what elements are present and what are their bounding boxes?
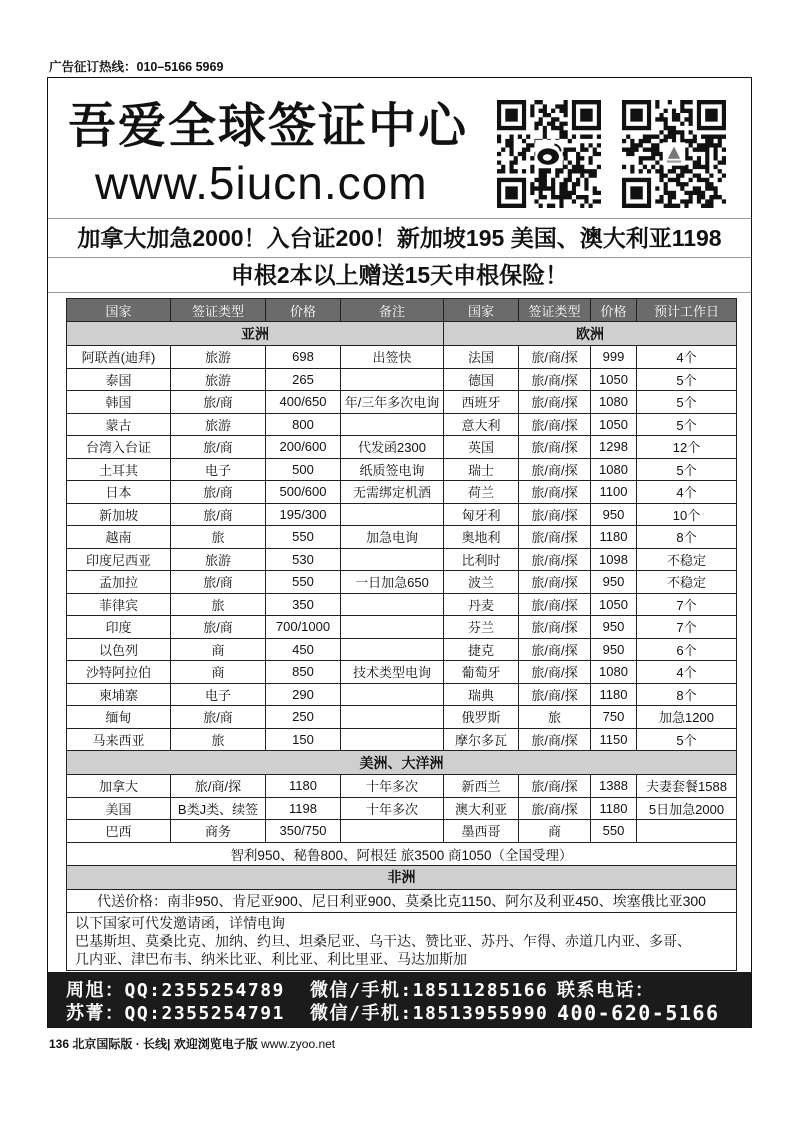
europe-country: 德国 [444,368,519,391]
asia-price: 850 [266,661,341,684]
asia-visa-type: 旅/商 [171,616,266,639]
section-asia-europe [67,322,737,346]
divider [48,218,751,219]
visa-row [67,593,737,616]
europe-price: 1050 [591,413,637,436]
edition-name: 北京国际版 · 长线| [72,1037,171,1051]
weibo-qr-code [497,100,601,208]
visa-row [67,638,737,661]
europe-country: 捷克 [444,638,519,661]
europe-visa-type: 旅 [519,706,591,729]
europe-visa-type: 旅/商/探 [519,391,591,414]
header-visa-type: 签证类型 [519,299,591,322]
ad-hotline: 广告征订热线：010–5166 5969 [49,60,224,74]
europe-price: 1100 [591,481,637,504]
visa-price-table [66,298,737,971]
americas-price: 1198 [266,797,341,820]
europe-country: 丹麦 [444,593,519,616]
africa-invite-block [67,912,737,970]
europe-price: 1150 [591,728,637,751]
south-america-note-row [67,842,737,865]
contact-name: 苏菁： [66,1003,125,1024]
contact-qq [66,980,285,1002]
asia-visa-type: 旅/商 [171,391,266,414]
asia-note: 无需绑定机酒 [341,481,444,504]
asia-visa-type: 旅/商 [171,436,266,459]
asia-country: 韩国 [67,391,171,414]
europe-price: 950 [591,571,637,594]
europe-workdays: 4个 [637,346,737,369]
europe-price: 1050 [591,593,637,616]
header-country: 国家 [444,299,519,322]
section-title-americas: 美洲、大洋洲 [67,751,737,775]
visa-row [67,728,737,751]
header-visa-type: 签证类型 [171,299,266,322]
africa-price-row [67,889,737,912]
asia-country: 泰国 [67,368,171,391]
asia-price: 350 [266,593,341,616]
asia-visa-type: 电子 [171,458,266,481]
visa-row [67,436,737,459]
europe-workdays: 8个 [637,683,737,706]
weibo-icon [535,140,562,169]
europe-visa-type: 旅/商/探 [519,458,591,481]
phone-label: 联系电话： [557,980,655,1001]
asia-visa-type: 旅游 [171,346,266,369]
asia-note [341,706,444,729]
americas-country: 巴西 [67,820,171,843]
europe-country: 意大利 [444,413,519,436]
contact-qq [66,1003,285,1025]
asia-country: 柬埔寨 [67,683,171,706]
africa-invite-row [67,912,737,970]
asia-note: 纸质签电询 [341,458,444,481]
europe-workdays: 不稳定 [637,548,737,571]
invite-intro: 以下国家可代发邀请函，详情电询 [75,915,285,931]
europe-visa-type: 旅/商/探 [519,683,591,706]
europe-visa-type: 旅/商/探 [519,661,591,684]
oceania-remark: 夫妻套餐1588 [637,775,737,798]
asia-price: 698 [266,346,341,369]
europe-price: 1080 [591,391,637,414]
contact-bar [48,972,751,1027]
asia-country: 日本 [67,481,171,504]
europe-price: 999 [591,346,637,369]
edition-site: www.zyoo.net [261,1037,336,1051]
europe-workdays: 不稳定 [637,571,737,594]
visa-row [67,820,737,843]
oceania-price: 550 [591,820,637,843]
europe-workdays: 4个 [637,481,737,504]
europe-visa-type: 旅/商/探 [519,481,591,504]
europe-workdays: 5个 [637,458,737,481]
asia-note: 加急电询 [341,526,444,549]
europe-workdays: 10个 [637,503,737,526]
asia-visa-type: 电子 [171,683,266,706]
asia-visa-type: 旅游 [171,413,266,436]
qq-number: QQ:2355254789 [124,980,285,1001]
asia-price: 700/1000 [266,616,341,639]
wechat-qr-code [622,100,726,208]
visa-row [67,413,737,436]
americas-visa-type: B类J类、续签 [171,797,266,820]
visa-ad-frame [47,77,752,1028]
visa-row [67,481,737,504]
europe-country: 奥地利 [444,526,519,549]
europe-workdays: 8个 [637,526,737,549]
europe-workdays: 7个 [637,616,737,639]
table-header-row [67,299,737,322]
edition-promo: 欢迎浏览电子版 [173,1037,258,1051]
europe-country: 比利时 [444,548,519,571]
europe-country: 英国 [444,436,519,459]
asia-price: 250 [266,706,341,729]
americas-price: 350/750 [266,820,341,843]
asia-note [341,683,444,706]
asia-country: 缅甸 [67,706,171,729]
europe-workdays: 5个 [637,391,737,414]
europe-visa-type: 旅/商/探 [519,728,591,751]
asia-country: 阿联酋(迪拜) [67,346,171,369]
asia-price: 195/300 [266,503,341,526]
europe-visa-type: 旅/商/探 [519,413,591,436]
asia-note [341,638,444,661]
asia-price: 200/600 [266,436,341,459]
asia-note [341,616,444,639]
asia-note: 年/三年多次电询 [341,391,444,414]
oceania-country: 新西兰 [444,775,519,798]
europe-visa-type: 旅/商/探 [519,346,591,369]
asia-country: 沙特阿拉伯 [67,661,171,684]
europe-country: 芬兰 [444,616,519,639]
oceania-visa-type: 旅/商/探 [519,775,591,798]
europe-country: 法国 [444,346,519,369]
americas-visa-type: 旅/商/探 [171,775,266,798]
europe-visa-type: 旅/商/探 [519,571,591,594]
europe-workdays: 5个 [637,368,737,391]
europe-price: 1298 [591,436,637,459]
europe-workdays: 4个 [637,661,737,684]
asia-visa-type: 旅 [171,728,266,751]
europe-price: 1050 [591,368,637,391]
section-title-europe: 欧洲 [444,322,737,346]
europe-price: 950 [591,638,637,661]
africa-price-line: 代送价格：南非950、肯尼亚900、尼日利亚900、莫桑比克1150、阿尔及利亚450、埃塞俄比亚300 [67,889,737,912]
europe-country: 波兰 [444,571,519,594]
europe-visa-type: 旅/商/探 [519,368,591,391]
europe-visa-type: 旅/商/探 [519,593,591,616]
asia-country: 台湾入台证 [67,436,171,459]
asia-country: 马来西亚 [67,728,171,751]
asia-country: 土耳其 [67,458,171,481]
visa-row [67,775,737,798]
americas-price: 1180 [266,775,341,798]
contact-name: 周旭： [66,980,125,1001]
europe-visa-type: 旅/商/探 [519,616,591,639]
visa-row [67,368,737,391]
europe-country: 荷兰 [444,481,519,504]
section-title-asia: 亚洲 [67,322,444,346]
europe-workdays: 5个 [637,728,737,751]
header-price: 价格 [266,299,341,322]
contact-wechat: 微信/手机:18513955990 [310,1003,549,1024]
asia-country: 越南 [67,526,171,549]
hotline-phone: 400-620-5166 [557,1001,720,1025]
header-country: 国家 [67,299,171,322]
oceania-remark: 5日加急2000 [637,797,737,820]
section-title-africa: 非洲 [67,865,737,889]
asia-country: 新加坡 [67,503,171,526]
header-price: 价格 [591,299,637,322]
company-url: www.5iucn.com [95,157,428,209]
south-america-note: 智利950、秘鲁800、阿根廷 旅3500 商1050（全国受理） [67,842,737,865]
visa-row [67,571,737,594]
asia-price: 290 [266,683,341,706]
visa-row [67,797,737,820]
europe-country: 匈牙利 [444,503,519,526]
asia-visa-type: 旅游 [171,368,266,391]
europe-country: 瑞典 [444,683,519,706]
oceania-visa-type: 旅/商/探 [519,797,591,820]
asia-note [341,368,444,391]
europe-country: 摩尔多瓦 [444,728,519,751]
europe-country: 葡萄牙 [444,661,519,684]
asia-price: 150 [266,728,341,751]
visa-row [67,706,737,729]
oceania-country: 澳大利亚 [444,797,519,820]
europe-price: 1080 [591,458,637,481]
europe-workdays: 5个 [637,413,737,436]
schengen-headline: 申根2本以上赠送15天申根保险！ [230,262,569,288]
visa-row [67,661,737,684]
europe-workdays: 6个 [637,638,737,661]
europe-price: 950 [591,616,637,639]
asia-visa-type: 旅/商 [171,706,266,729]
asia-price: 800 [266,413,341,436]
asia-price: 500 [266,458,341,481]
europe-price: 1180 [591,526,637,549]
asia-note: 一日加急650 [341,571,444,594]
europe-workdays: 加急1200 [637,706,737,729]
europe-workdays: 12个 [637,436,737,459]
europe-price: 950 [591,503,637,526]
qq-number: QQ:2355254791 [124,1003,285,1024]
asia-price: 530 [266,548,341,571]
asia-visa-type: 商 [171,638,266,661]
invite-countries: 几内亚、津巴布韦、纳米比亚、利比亚、利比里亚、马达加斯加 [75,951,467,967]
oceania-visa-type: 商 [519,820,591,843]
section-americas-oceania [67,751,737,775]
asia-note [341,728,444,751]
asia-country: 印度尼西亚 [67,548,171,571]
asia-note [341,548,444,571]
asia-country: 菲律宾 [67,593,171,616]
visa-row [67,391,737,414]
asia-visa-type: 旅/商 [171,481,266,504]
europe-visa-type: 旅/商/探 [519,526,591,549]
europe-visa-type: 旅/商/探 [519,503,591,526]
asia-note [341,593,444,616]
europe-country: 俄罗斯 [444,706,519,729]
promo-headline: 加拿大加急2000！入台证200！新加坡195 美国、澳大利亚1198 [77,225,722,251]
asia-price: 550 [266,571,341,594]
asia-visa-type: 商 [171,661,266,684]
asia-note: 技术类型电询 [341,661,444,684]
asia-price: 550 [266,526,341,549]
americas-note: 十年多次 [341,775,444,798]
europe-country: 瑞士 [444,458,519,481]
header-note: 备注 [341,299,444,322]
asia-note: 出签快 [341,346,444,369]
asia-country: 以色列 [67,638,171,661]
oceania-price: 1180 [591,797,637,820]
invite-countries: 巴基斯坦、莫桑比克、加纳、约旦、坦桑尼亚、乌干达、赞比亚、苏丹、乍得、赤道几内亚、多哥、 [75,933,691,949]
visa-row [67,616,737,639]
page-footer [49,1036,335,1052]
europe-visa-type: 旅/商/探 [519,548,591,571]
oceania-remark [637,820,737,843]
visa-row [67,346,737,369]
asia-visa-type: 旅游 [171,548,266,571]
visa-row [67,683,737,706]
europe-price: 1180 [591,683,637,706]
americas-note [341,820,444,843]
visa-row [67,503,737,526]
asia-note [341,503,444,526]
asia-country: 印度 [67,616,171,639]
europe-price: 750 [591,706,637,729]
europe-visa-type: 旅/商/探 [519,436,591,459]
europe-price: 1098 [591,548,637,571]
americas-country: 美国 [67,797,171,820]
oceania-country: 墨西哥 [444,820,519,843]
asia-price: 500/600 [266,481,341,504]
header-workdays: 预计工作日 [637,299,737,322]
visa-row [67,526,737,549]
asia-country: 蒙古 [67,413,171,436]
asia-price: 265 [266,368,341,391]
europe-workdays: 7个 [637,593,737,616]
page-number: 136 [49,1037,70,1051]
asia-country: 孟加拉 [67,571,171,594]
europe-price: 1080 [591,661,637,684]
asia-visa-type: 旅/商 [171,503,266,526]
europe-country: 西班牙 [444,391,519,414]
asia-note: 代发函2300 [341,436,444,459]
americas-note: 十年多次 [341,797,444,820]
oceania-price: 1388 [591,775,637,798]
divider [48,292,751,293]
asia-price: 450 [266,638,341,661]
asia-price: 400/650 [266,391,341,414]
europe-visa-type: 旅/商/探 [519,638,591,661]
asia-note [341,413,444,436]
section-africa [67,865,737,889]
company-title: 吾爱全球签证中心 [68,98,469,154]
logo-icon [663,142,685,165]
contact-wechat: 微信/手机:18511285166 [310,980,549,1001]
americas-visa-type: 商务 [171,820,266,843]
visa-row [67,548,737,571]
asia-visa-type: 旅/商 [171,571,266,594]
visa-row [67,458,737,481]
asia-visa-type: 旅 [171,526,266,549]
asia-visa-type: 旅 [171,593,266,616]
americas-country: 加拿大 [67,775,171,798]
